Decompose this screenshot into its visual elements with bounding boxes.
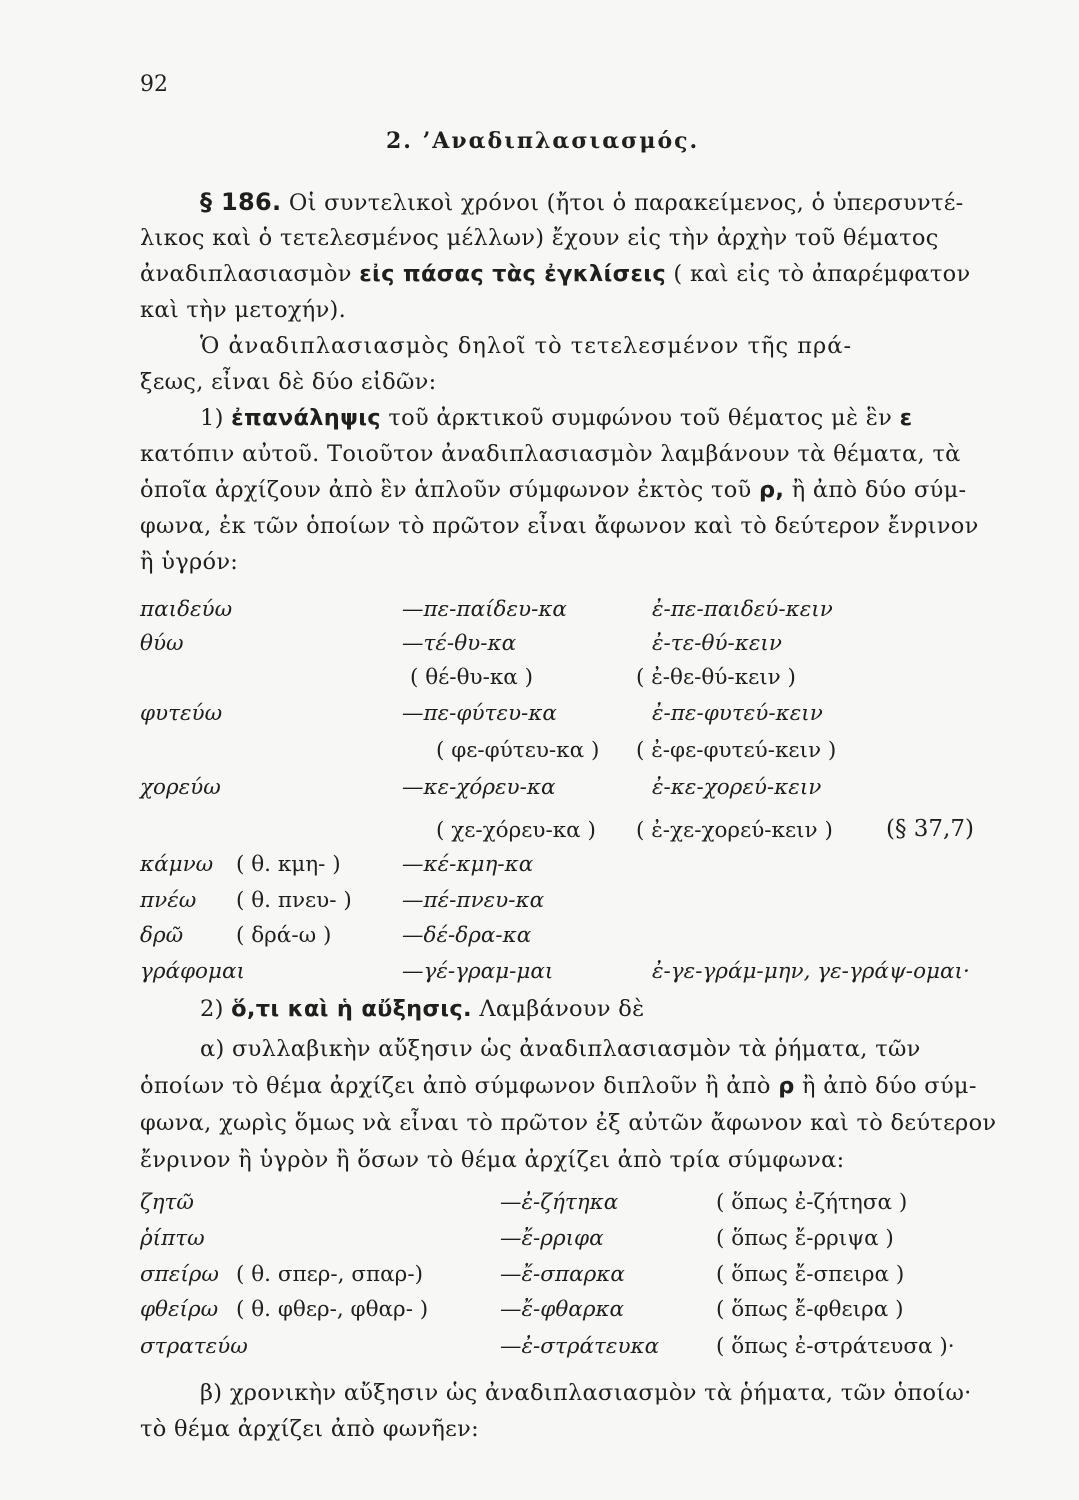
verb: δρῶ bbox=[140, 923, 184, 948]
intro-line-4: καὶ τὴν μετοχήν). bbox=[140, 297, 347, 323]
part1-text: ἢ ἀπὸ δύο σύμ- bbox=[791, 477, 967, 503]
verb: πνέω bbox=[140, 888, 197, 913]
table1-perfect: —πέ-πνευ-κα bbox=[402, 888, 545, 913]
table2-comparison: ( ὅπως ἐ-ζήτησα ) bbox=[716, 1190, 908, 1215]
section-number: § 186. bbox=[200, 188, 282, 216]
verb-stem: ( θ. κμη- ) bbox=[236, 852, 341, 877]
table1-perfect: —πε-παίδευ-κα bbox=[402, 597, 567, 622]
part1-line-3 bbox=[140, 477, 966, 503]
section-heading: 2. ’Αναδιπλασιασμός. bbox=[386, 128, 700, 154]
part1-line-1 bbox=[200, 405, 912, 431]
table1-perfect: —δέ-δρα-κα bbox=[402, 923, 532, 948]
intro-text: ( καὶ εἰς τὸ ἀπαρέμφατον bbox=[673, 261, 971, 287]
intro-line-6: ξεως, εἶναι δὲ δύο εἰδῶν: bbox=[140, 369, 437, 395]
table1-perfect-variant: ( φε-φύτευ-κα ) bbox=[436, 738, 600, 763]
table1-pluperfect: ἐ-τε-θύ-κειν bbox=[652, 631, 782, 656]
table1-perfect-variant: ( χε-χόρευ-κα ) bbox=[436, 818, 596, 843]
list-number: 2) bbox=[200, 996, 224, 1022]
table2-perfect: —ἔ-ρριφα bbox=[500, 1226, 604, 1251]
intro-line-5: Ὁ ἀναδιπλασιασμὸς δηλοῖ τὸ τετελεσμένον τῆς πρά- bbox=[200, 333, 853, 359]
table1-pluperfect: ἐ-πε-φυτεύ-κειν bbox=[652, 701, 823, 726]
verb-stem: ( δρά-ω ) bbox=[236, 923, 332, 948]
list-number: 1) bbox=[200, 405, 224, 431]
part2a-line-1: α) συλλαβικὴν αὔξησιν ὡς ἀναδιπλασιασμὸν τὰ ῥήματα, τῶν bbox=[200, 1036, 921, 1062]
table1-pluperfect: ἐ-πε-παιδεύ-κειν bbox=[652, 597, 833, 622]
table1-perfect-variant: ( θέ-θυ-κα ) bbox=[410, 665, 534, 690]
part1-text: ὁποῖα ἀρχίζουν ἀπὸ ἓν ἁπλοῦν σύμφωνον ἐκτὸς τοῦ bbox=[140, 477, 752, 503]
intro-text: Οἱ συντελικοὶ χρόνοι (ἤτοι ὁ παρακείμενος, ὁ ὑπερσυντέ- bbox=[288, 190, 964, 216]
intro-line-3 bbox=[140, 261, 970, 287]
table1-pluperfect-variant: ( ἐ-φε-φυτεύ-κειν ) bbox=[636, 738, 837, 763]
intro-emphasis: εἰς πάσας τὰς ἐγκλίσεις bbox=[359, 261, 666, 287]
part2-letter: ρ bbox=[778, 1073, 795, 1099]
table2-perfect: —ἐ-ζήτηκα bbox=[500, 1190, 619, 1215]
table1-perfect: —γέ-γραμ-μαι bbox=[402, 959, 554, 984]
table2-comparison: ( ὅπως ἔ-ρριψα ) bbox=[716, 1226, 894, 1251]
part1-term: ἐπανάληψις bbox=[231, 405, 381, 431]
verb: γράφομαι bbox=[140, 959, 245, 984]
verb: σπείρω bbox=[140, 1262, 219, 1287]
part2a-line-2 bbox=[140, 1073, 977, 1099]
verb: κάμνω bbox=[140, 852, 214, 877]
verb-stem: ( θ. σπερ-, σπαρ-) bbox=[236, 1262, 423, 1287]
intro-text: ἀναδιπλασιασμὸν bbox=[140, 261, 352, 287]
part1-line-4: φωνα, ἐκ τῶν ὁποίων τὸ πρῶτον εἶναι ἄφωνον καὶ τὸ δεύτερον ἔνρινον bbox=[140, 513, 979, 539]
table2-comparison: ( ὅπως ἔ-σπειρα ) bbox=[716, 1262, 905, 1287]
verb-stem: ( θ. φθερ-, φθαρ- ) bbox=[236, 1297, 429, 1322]
part2-text: Λαμβάνουν δὲ bbox=[479, 996, 645, 1022]
part1-line-5: ἢ ὑγρόν: bbox=[140, 549, 239, 575]
table2-comparison: ( ὅπως ἔ-φθειρα ) bbox=[716, 1297, 904, 1322]
table1-pluperfect-variant: ( ἐ-θε-θύ-κειν ) bbox=[636, 665, 796, 690]
table1-perfect: —πε-φύτευ-κα bbox=[402, 701, 557, 726]
part2b-line-1: β) χρονικὴν αὔξησιν ὡς ἀναδιπλασιασμὸν τὰ ῥήματα, τῶν ὁποίω· bbox=[200, 1380, 972, 1406]
verb-stem: ( θ. πνευ- ) bbox=[236, 888, 352, 913]
table2-perfect: —ἐ-στράτευκα bbox=[500, 1334, 660, 1359]
verb: παιδεύω bbox=[140, 597, 233, 622]
table2-perfect: —ἔ-σπαρκα bbox=[500, 1262, 625, 1287]
verb: χορεύω bbox=[140, 775, 221, 800]
part1-letter: ε bbox=[899, 405, 913, 431]
verb: ζητῶ bbox=[140, 1190, 194, 1215]
part1-line-2: κατόπιν αὐτοῦ. Τοιοῦτον ἀναδιπλασιασμὸν λαμβάνουν τὰ θέματα, τὰ bbox=[140, 441, 961, 467]
part2-term: ὅ,τι καὶ ἡ αὔξησις. bbox=[231, 996, 472, 1022]
table1-pluperfect-variant: ( ἐ-χε-χορεύ-κειν ) bbox=[636, 818, 833, 843]
part1-letter: ρ, bbox=[758, 477, 785, 503]
verb: ῥίπτω bbox=[140, 1226, 205, 1251]
part2-text: ὁποίων τὸ θέμα ἀρχίζει ἀπὸ σύμφωνον διπλοῦν ἢ ἀπὸ bbox=[140, 1073, 771, 1099]
part2b-line-2: τὸ θέμα ἀρχίζει ἀπὸ φωνῆεν: bbox=[140, 1416, 479, 1442]
part2a-line-4: ἔνρινον ἢ ὑγρὸν ἢ ὅσων τὸ θέμα ἀρχίζει ἀπὸ τρία σύμφωνα: bbox=[140, 1147, 845, 1173]
table1-perfect: —τέ-θυ-κα bbox=[402, 631, 517, 656]
table1-row bbox=[140, 597, 232, 622]
table1-pluperfect: ἐ-κε-χορεύ-κειν bbox=[652, 775, 822, 800]
verb: θύω bbox=[140, 631, 184, 656]
verb: φθείρω bbox=[140, 1297, 219, 1322]
intro-line-1 bbox=[200, 188, 964, 216]
cross-reference: (§ 37,7) bbox=[886, 816, 974, 842]
table1-perfect: —κέ-κμη-κα bbox=[402, 852, 534, 877]
page-number: 92 bbox=[140, 72, 168, 97]
intro-line-2: λικος καὶ ὁ τετελεσμένος μέλλων) ἔχουν εἰς τὴν ἀρχὴν τοῦ θέματος bbox=[140, 225, 939, 251]
part2-text: ἢ ἀπὸ δύο σύμ- bbox=[802, 1073, 977, 1099]
part2-line-1 bbox=[200, 996, 645, 1022]
verb: στρατεύω bbox=[140, 1334, 248, 1359]
table1-perfect: —κε-χόρευ-κα bbox=[402, 775, 556, 800]
table2-perfect: —ἔ-φθαρκα bbox=[500, 1297, 625, 1322]
part1-text: τοῦ ἀρκτικοῦ συμφώνου τοῦ θέματος μὲ ἓν bbox=[388, 405, 893, 431]
table2-comparison: ( ὅπως ἐ-στράτευσα )· bbox=[716, 1334, 955, 1359]
verb: φυτεύω bbox=[140, 701, 223, 726]
part2a-line-3: φωνα, χωρὶς ὅμως νὰ εἶναι τὸ πρῶτον ἐξ αὐτῶν ἄφωνον καὶ τὸ δεύτερον bbox=[140, 1110, 997, 1136]
table1-pluperfect: ἐ-γε-γράμ-μην, γε-γράψ-ομαι· bbox=[652, 959, 970, 984]
